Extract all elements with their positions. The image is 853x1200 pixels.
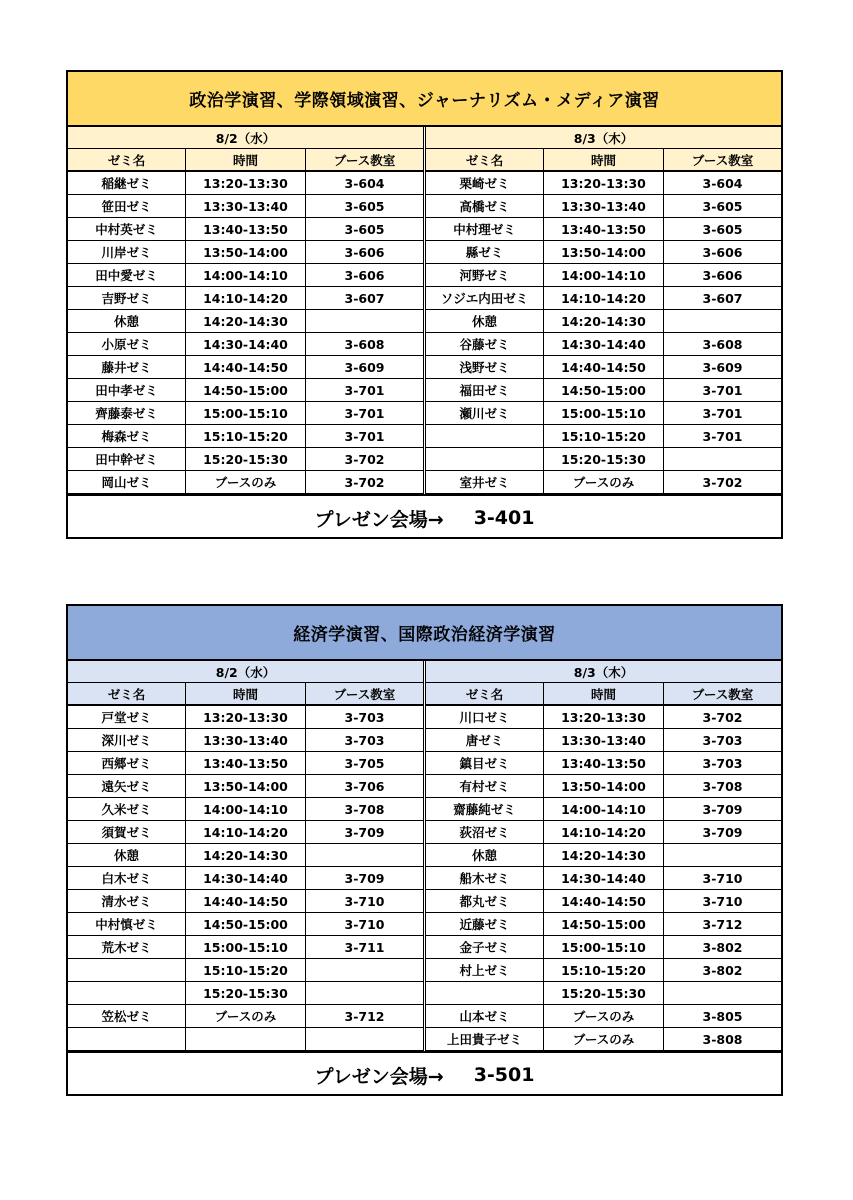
table-row xyxy=(426,241,781,264)
room-cell: 3-805 xyxy=(702,1008,743,1024)
table-row xyxy=(68,936,423,959)
room-cell xyxy=(664,844,781,866)
time-cell: 15:00-15:10 xyxy=(544,936,664,958)
room-cell: 3-706 xyxy=(344,778,385,794)
seminar-name-cell: 深川ゼミ xyxy=(68,729,186,751)
room-cell: 3-608 xyxy=(344,336,385,352)
room-cell: 3-710 xyxy=(702,870,743,886)
seminar-name-cell: 室井ゼミ xyxy=(426,471,544,493)
table-row xyxy=(426,775,781,798)
time-cell: ブースのみ xyxy=(544,1005,664,1027)
time-cell: 14:50-15:00 xyxy=(186,379,306,401)
table-row xyxy=(426,798,781,821)
table-row xyxy=(426,729,781,752)
seminar-name-cell: 白木ゼミ xyxy=(68,867,186,889)
time-cell: 14:50-15:00 xyxy=(544,913,664,935)
column-header-row xyxy=(68,683,423,706)
room-cell: 3-701 xyxy=(702,405,743,421)
room-cell: 3-702 xyxy=(702,474,743,490)
seminar-name-cell: 岡山ゼミ xyxy=(68,471,186,493)
time-cell: 14:00-14:10 xyxy=(186,798,306,820)
room-cell: 3-711 xyxy=(344,939,385,955)
seminar-name-cell: 梅森ゼミ xyxy=(68,425,186,447)
time-cell: 14:40-14:50 xyxy=(544,356,664,378)
room-cell: 3-607 xyxy=(702,290,743,306)
seminar-name-cell: ソジエ内田ゼミ xyxy=(426,287,544,309)
seminar-name-cell: 山本ゼミ xyxy=(426,1005,544,1027)
time-cell: 13:30-13:40 xyxy=(186,195,306,217)
days-container xyxy=(68,127,781,494)
room-cell: 3-606 xyxy=(702,244,743,260)
time-cell: ブースのみ xyxy=(544,471,664,493)
time-cell: 13:50-14:00 xyxy=(186,775,306,797)
seminar-name-cell: 高橋ゼミ xyxy=(426,195,544,217)
room-cell: 3-709 xyxy=(344,870,385,886)
time-cell: 13:40-13:50 xyxy=(186,218,306,240)
time-cell: 14:50-15:00 xyxy=(544,379,664,401)
schedule-block-politics xyxy=(66,70,783,539)
table-row xyxy=(426,402,781,425)
seminar-name-cell: 休憩 xyxy=(426,310,544,332)
room-cell: 3-701 xyxy=(344,405,385,421)
table-row xyxy=(426,821,781,844)
table-row xyxy=(68,287,423,310)
table-row xyxy=(68,1005,423,1028)
seminar-name-cell: 戸堂ゼミ xyxy=(68,706,186,728)
seminar-name-cell: 田中愛ゼミ xyxy=(68,264,186,286)
table-row xyxy=(68,264,423,287)
time-cell: 15:20-15:30 xyxy=(186,448,306,470)
block-title: 政治学演習、学際領域演習、ジャーナリズム・メディア演習 xyxy=(68,72,781,127)
time-cell: 14:40-14:50 xyxy=(544,890,664,912)
column-header-seminar: ゼミ名 xyxy=(68,683,186,704)
time-cell: 14:10-14:20 xyxy=(186,287,306,309)
table-row xyxy=(426,333,781,356)
time-cell: 15:20-15:30 xyxy=(544,448,664,470)
room-cell: 3-703 xyxy=(702,755,743,771)
room-cell: 3-802 xyxy=(702,962,743,978)
time-cell xyxy=(186,1028,306,1050)
time-cell: 15:10-15:20 xyxy=(544,425,664,447)
room-cell: 3-802 xyxy=(702,939,743,955)
room-cell: 3-605 xyxy=(702,198,743,214)
seminar-name-cell xyxy=(426,982,544,1004)
time-cell: 14:20-14:30 xyxy=(544,844,664,866)
time-cell: 13:30-13:40 xyxy=(544,195,664,217)
seminar-name-cell: 有村ゼミ xyxy=(426,775,544,797)
time-cell: 14:10-14:20 xyxy=(544,821,664,843)
table-row xyxy=(426,195,781,218)
seminar-name-cell: 田中幹ゼミ xyxy=(68,448,186,470)
presentation-venue xyxy=(68,494,781,540)
seminar-name-cell: 齋藤純ゼミ xyxy=(426,798,544,820)
column-header-room: ブース教室 xyxy=(691,152,754,168)
table-row xyxy=(68,959,423,982)
day-table-aug2 xyxy=(68,661,424,1051)
table-row xyxy=(426,936,781,959)
seminar-name-cell: 中村英ゼミ xyxy=(68,218,186,240)
venue-label: プレゼン会場→ xyxy=(314,508,444,531)
room-cell: 3-712 xyxy=(702,916,743,932)
room-cell: 3-703 xyxy=(344,732,385,748)
time-cell: 13:40-13:50 xyxy=(544,752,664,774)
venue-room: 3-401 xyxy=(473,507,535,529)
seminar-name-cell: 笠松ゼミ xyxy=(68,1005,186,1027)
seminar-name-cell: 吉野ゼミ xyxy=(68,287,186,309)
time-cell: 14:30-14:40 xyxy=(186,333,306,355)
seminar-name-cell: 休憩 xyxy=(68,844,186,866)
table-row xyxy=(68,241,423,264)
room-cell xyxy=(306,844,423,866)
column-header-row xyxy=(68,149,423,172)
room-cell xyxy=(306,1028,423,1050)
schedule-block-economics xyxy=(66,604,783,1096)
time-cell: 13:40-13:50 xyxy=(544,218,664,240)
time-cell: 15:00-15:10 xyxy=(544,402,664,424)
room-cell: 3-607 xyxy=(344,290,385,306)
seminar-name-cell: 田中孝ゼミ xyxy=(68,379,186,401)
seminar-name-cell: 近藤ゼミ xyxy=(426,913,544,935)
table-row xyxy=(426,356,781,379)
seminar-name-cell: 川岸ゼミ xyxy=(68,241,186,263)
room-cell: 3-702 xyxy=(344,451,385,467)
table-row xyxy=(68,1028,423,1051)
seminar-name-cell: 清水ゼミ xyxy=(68,890,186,912)
table-row xyxy=(68,333,423,356)
seminar-name-cell xyxy=(68,982,186,1004)
seminar-name-cell: 浅野ゼミ xyxy=(426,356,544,378)
time-cell: 13:40-13:50 xyxy=(186,752,306,774)
table-row xyxy=(426,287,781,310)
seminar-name-cell: 藤井ゼミ xyxy=(68,356,186,378)
room-cell: 3-609 xyxy=(702,359,743,375)
table-row xyxy=(426,379,781,402)
table-row xyxy=(426,867,781,890)
table-row xyxy=(68,775,423,798)
time-cell: 15:00-15:10 xyxy=(186,936,306,958)
seminar-name-cell: 遠矢ゼミ xyxy=(68,775,186,797)
day-header: 8/2（水） xyxy=(68,127,423,149)
table-row xyxy=(68,218,423,241)
table-row xyxy=(426,448,781,471)
table-row xyxy=(426,471,781,494)
room-cell: 3-606 xyxy=(344,244,385,260)
table-row xyxy=(68,706,423,729)
room-cell: 3-703 xyxy=(702,732,743,748)
table-row xyxy=(426,1005,781,1028)
column-header-room: ブース教室 xyxy=(333,152,396,168)
room-cell xyxy=(664,448,781,470)
seminar-name-cell xyxy=(426,425,544,447)
room-cell: 3-701 xyxy=(344,382,385,398)
room-cell: 3-712 xyxy=(344,1008,385,1024)
room-cell xyxy=(306,310,423,332)
seminar-name-cell: 村上ゼミ xyxy=(426,959,544,981)
seminar-name-cell: 中村理ゼミ xyxy=(426,218,544,240)
seminar-name-cell xyxy=(426,448,544,470)
room-cell: 3-605 xyxy=(702,221,743,237)
seminar-name-cell: 唐ゼミ xyxy=(426,729,544,751)
table-row xyxy=(426,706,781,729)
table-row xyxy=(426,1028,781,1051)
table-row xyxy=(68,448,423,471)
table-row xyxy=(426,172,781,195)
table-row xyxy=(68,844,423,867)
room-cell: 3-609 xyxy=(344,359,385,375)
room-cell: 3-702 xyxy=(702,709,743,725)
column-header-row xyxy=(426,683,781,706)
time-cell: ブースのみ xyxy=(544,1028,664,1050)
room-cell: 3-605 xyxy=(344,198,385,214)
day-table-aug2 xyxy=(68,127,424,494)
room-cell: 3-701 xyxy=(702,428,743,444)
seminar-name-cell xyxy=(68,959,186,981)
time-cell: 13:20-13:30 xyxy=(186,172,306,194)
table-row xyxy=(426,959,781,982)
time-cell: 15:10-15:20 xyxy=(186,959,306,981)
seminar-name-cell: 稲継ゼミ xyxy=(68,172,186,194)
seminar-name-cell: 都丸ゼミ xyxy=(426,890,544,912)
table-row xyxy=(68,471,423,494)
seminar-name-cell: 縣ゼミ xyxy=(426,241,544,263)
table-row xyxy=(68,172,423,195)
table-row xyxy=(68,867,423,890)
table-row xyxy=(68,729,423,752)
time-cell: 14:50-15:00 xyxy=(186,913,306,935)
table-row xyxy=(426,310,781,333)
seminar-name-cell: 中村慎ゼミ xyxy=(68,913,186,935)
presentation-venue xyxy=(68,1051,781,1097)
table-row xyxy=(68,379,423,402)
table-row xyxy=(68,890,423,913)
table-row xyxy=(68,821,423,844)
room-cell: 3-710 xyxy=(702,893,743,909)
room-cell: 3-705 xyxy=(344,755,385,771)
table-row xyxy=(426,218,781,241)
time-cell: ブースのみ xyxy=(186,1005,306,1027)
table-row xyxy=(68,356,423,379)
time-cell: 15:20-15:30 xyxy=(186,982,306,1004)
seminar-name-cell: 西郷ゼミ xyxy=(68,752,186,774)
room-cell: 3-709 xyxy=(344,824,385,840)
seminar-name-cell: 福田ゼミ xyxy=(426,379,544,401)
seminar-name-cell: 笹田ゼミ xyxy=(68,195,186,217)
time-cell: 15:10-15:20 xyxy=(186,425,306,447)
seminar-name-cell: 休憩 xyxy=(426,844,544,866)
seminar-name-cell: 船木ゼミ xyxy=(426,867,544,889)
seminar-name-cell: 鎮目ゼミ xyxy=(426,752,544,774)
column-header-seminar: ゼミ名 xyxy=(426,683,544,704)
block-title: 経済学演習、国際政治経済学演習 xyxy=(68,606,781,661)
time-cell: 14:20-14:30 xyxy=(544,310,664,332)
time-cell: 15:10-15:20 xyxy=(544,959,664,981)
room-cell: 3-703 xyxy=(344,709,385,725)
time-cell: 13:30-13:40 xyxy=(186,729,306,751)
seminar-name-cell: 齊藤泰ゼミ xyxy=(68,402,186,424)
room-cell: 3-606 xyxy=(702,267,743,283)
time-cell: 14:20-14:30 xyxy=(186,310,306,332)
day-header: 8/2（水） xyxy=(68,661,423,683)
room-cell: 3-710 xyxy=(344,916,385,932)
venue-room: 3-501 xyxy=(473,1064,535,1086)
table-row xyxy=(426,982,781,1005)
seminar-name-cell: 上田貴子ゼミ xyxy=(426,1028,544,1050)
seminar-name-cell: 河野ゼミ xyxy=(426,264,544,286)
room-cell xyxy=(664,310,781,332)
room-cell: 3-604 xyxy=(702,175,743,191)
time-cell: 14:10-14:20 xyxy=(186,821,306,843)
seminar-name-cell: 久米ゼミ xyxy=(68,798,186,820)
table-row xyxy=(68,982,423,1005)
table-row xyxy=(426,752,781,775)
column-header-time: 時間 xyxy=(186,149,306,170)
time-cell: 14:00-14:10 xyxy=(544,264,664,286)
table-row xyxy=(426,844,781,867)
time-cell: 15:00-15:10 xyxy=(186,402,306,424)
table-row xyxy=(68,402,423,425)
column-header-seminar: ゼミ名 xyxy=(426,149,544,170)
time-cell: 14:40-14:50 xyxy=(186,356,306,378)
column-header-row xyxy=(426,149,781,172)
room-cell: 3-606 xyxy=(344,267,385,283)
seminar-name-cell xyxy=(68,1028,186,1050)
table-row xyxy=(426,913,781,936)
room-cell: 3-702 xyxy=(344,474,385,490)
time-cell: 13:20-13:30 xyxy=(544,172,664,194)
column-header-time: 時間 xyxy=(186,683,306,704)
table-row xyxy=(68,195,423,218)
column-header-room: ブース教室 xyxy=(691,686,754,702)
table-row xyxy=(68,752,423,775)
table-row xyxy=(68,798,423,821)
room-cell: 3-701 xyxy=(344,428,385,444)
room-cell: 3-709 xyxy=(702,824,743,840)
table-row xyxy=(426,425,781,448)
time-cell: 14:00-14:10 xyxy=(544,798,664,820)
table-row xyxy=(426,890,781,913)
column-header-time: 時間 xyxy=(544,149,664,170)
seminar-name-cell: 金子ゼミ xyxy=(426,936,544,958)
time-cell: 13:50-14:00 xyxy=(544,775,664,797)
seminar-name-cell: 栗崎ゼミ xyxy=(426,172,544,194)
table-row xyxy=(68,310,423,333)
room-cell: 3-701 xyxy=(702,382,743,398)
room-cell: 3-708 xyxy=(702,778,743,794)
room-cell xyxy=(306,959,423,981)
room-cell: 3-808 xyxy=(702,1031,743,1047)
column-header-room: ブース教室 xyxy=(333,686,396,702)
time-cell: 14:30-14:40 xyxy=(186,867,306,889)
day-table-aug3 xyxy=(425,127,781,494)
table-row xyxy=(68,913,423,936)
day-header: 8/3（木） xyxy=(426,661,781,683)
time-cell: 13:30-13:40 xyxy=(544,729,664,751)
room-cell xyxy=(306,982,423,1004)
time-cell: 14:20-14:30 xyxy=(186,844,306,866)
room-cell: 3-604 xyxy=(344,175,385,191)
seminar-name-cell: 川口ゼミ xyxy=(426,706,544,728)
table-row xyxy=(68,425,423,448)
time-cell: 14:30-14:40 xyxy=(544,867,664,889)
column-header-seminar: ゼミ名 xyxy=(68,149,186,170)
seminar-name-cell: 谷藤ゼミ xyxy=(426,333,544,355)
room-cell: 3-709 xyxy=(702,801,743,817)
seminar-name-cell: 荒木ゼミ xyxy=(68,936,186,958)
venue-label: プレゼン会場→ xyxy=(314,1065,444,1088)
seminar-name-cell: 休憩 xyxy=(68,310,186,332)
days-container xyxy=(68,661,781,1051)
time-cell: 13:50-14:00 xyxy=(186,241,306,263)
time-cell: 13:50-14:00 xyxy=(544,241,664,263)
time-cell: 13:20-13:30 xyxy=(544,706,664,728)
table-row xyxy=(426,264,781,287)
time-cell: 14:10-14:20 xyxy=(544,287,664,309)
time-cell: 14:00-14:10 xyxy=(186,264,306,286)
column-header-time: 時間 xyxy=(544,683,664,704)
room-cell: 3-605 xyxy=(344,221,385,237)
seminar-name-cell: 瀬川ゼミ xyxy=(426,402,544,424)
room-cell: 3-708 xyxy=(344,801,385,817)
seminar-name-cell: 小原ゼミ xyxy=(68,333,186,355)
room-cell xyxy=(664,982,781,1004)
day-table-aug3 xyxy=(425,661,781,1051)
seminar-name-cell: 荻沼ゼミ xyxy=(426,821,544,843)
room-cell: 3-710 xyxy=(344,893,385,909)
day-header: 8/3（木） xyxy=(426,127,781,149)
time-cell: 13:20-13:30 xyxy=(186,706,306,728)
time-cell: 14:40-14:50 xyxy=(186,890,306,912)
room-cell: 3-608 xyxy=(702,336,743,352)
seminar-name-cell: 須賀ゼミ xyxy=(68,821,186,843)
time-cell: 15:20-15:30 xyxy=(544,982,664,1004)
time-cell: 14:30-14:40 xyxy=(544,333,664,355)
time-cell: ブースのみ xyxy=(186,471,306,493)
